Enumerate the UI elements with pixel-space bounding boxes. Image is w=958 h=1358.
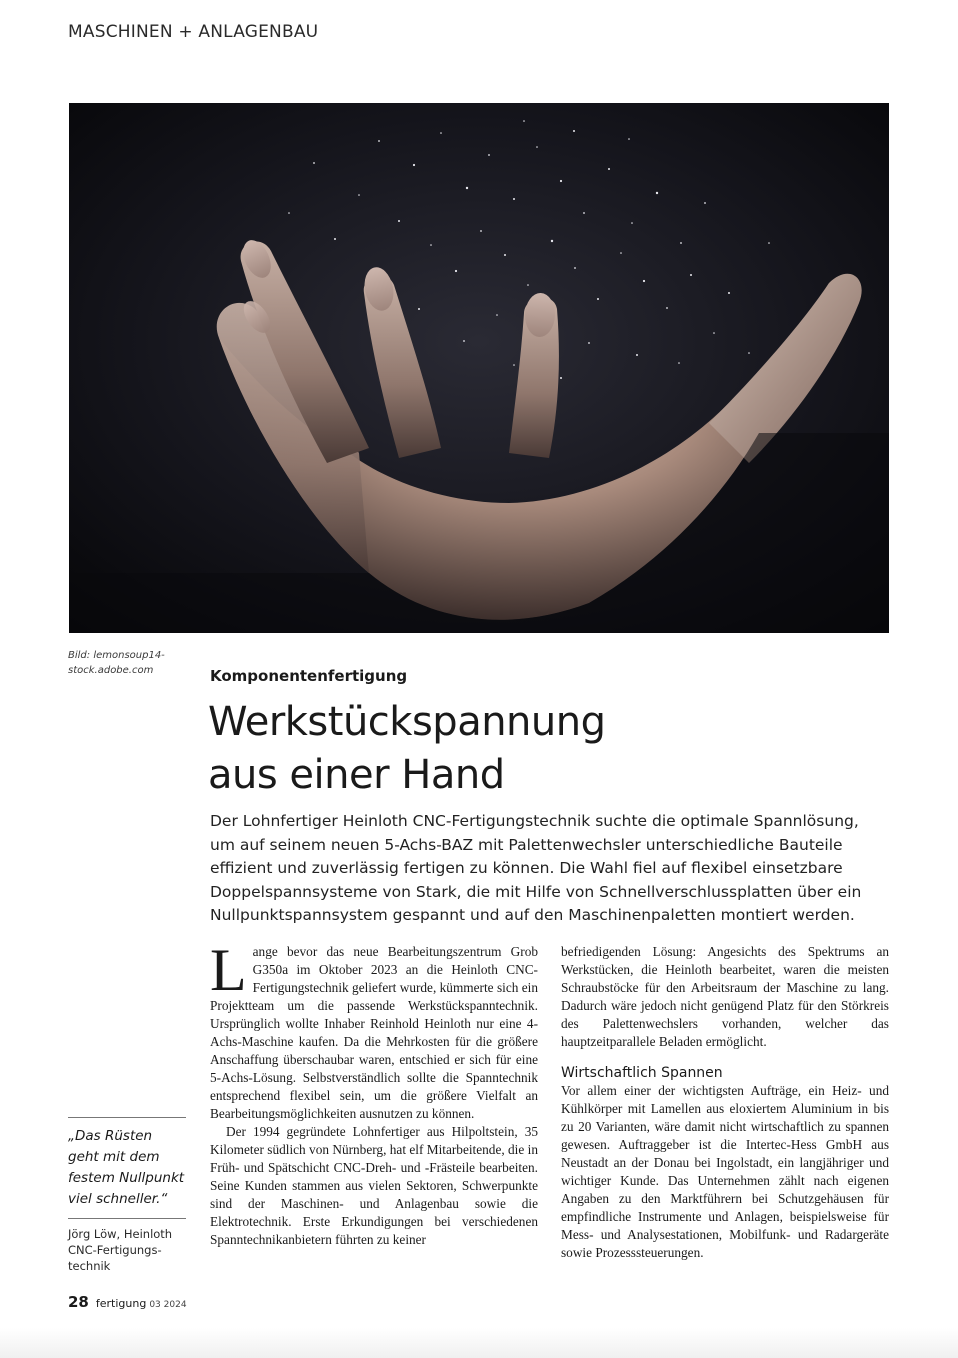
lead-line: Nullpunktspannsystem gespannt und auf den Maschinenpaletten montiert werden. [210, 906, 855, 924]
hero-image [69, 103, 889, 633]
lead-line: Doppelspannsysteme von Stark, die mit Hilfe von Schnellverschlussplatten über ein [210, 882, 862, 901]
lead-line: um auf seinem neuen 5-Achs-BAZ mit Palettenwechsler unterschiedliche Bauteile [210, 835, 843, 854]
headline-line: Werkstückspannung [208, 699, 606, 745]
drop-cap: L [210, 937, 247, 1003]
subheading: Wirtschaftlich Spannen [561, 1065, 723, 1081]
divider [68, 1218, 186, 1219]
pull-quote [68, 1117, 186, 1274]
pull-quote-text: „Das Rüsten geht mit dem festem Nullpunkt viel schneller.“ [68, 1128, 185, 1207]
section-title: MASCHINEN + ANLAGENBAU [68, 22, 319, 42]
paragraph-text: ange bevor das neue Bearbeitungszentrum Grob G350a im Oktober 2023 an die Heinloth CNC-Fertigungstechnik geliefert wurde, kümmerte sich ein Projektteam um die passende Werkstückspanntechnik. Ursprünglich wollte Inhaber Reinhold Heinloth nur eine 4-Achs-Maschine kaufen. Da die Mehrkosten für die größere Anschaffung überschaubar waren, entschied er sich für eine 5-Achs-Lösung. Selbstverständlich sollte die Spanntechnik entsprechend flexibel sein, um die größere Vielfalt an Bearbeitungsmöglichkeiten ausnutzen zu können. [210, 944, 538, 1121]
photo-credit: Bild: lemonsoup14-stock.adobe.com [68, 650, 165, 676]
issue-number: 03 2024 [149, 1300, 187, 1310]
article-headline [208, 696, 606, 802]
body-column-right [561, 943, 889, 1262]
article-kicker: Komponentenfertigung [210, 667, 408, 685]
article-lead [210, 810, 882, 928]
magazine-name: fertigung [95, 1297, 147, 1310]
body-paragraph: befriedigenden Lösung: Angesichts des Spektrums an Werkstücken, die Heinloth bearbeitet, waren die meisten Schraubstöcke für den Arbeitsraum der Maschine zu lang. Dadurch wäre jedoch nicht genügend Platz für den Störkreis des Palettenwechslers vorhanden, welcher das hauptzeitparallele Beladen ermöglicht. [561, 944, 889, 1049]
body-paragraph [210, 937, 538, 1123]
lead-line: effizient und zuverlässig fertigen zu können. Die Wahl fiel auf flexibel einsetzbare [210, 859, 843, 877]
divider [68, 1117, 186, 1118]
page-footer [68, 1292, 187, 1311]
page-number: 28 [68, 1293, 89, 1311]
body-paragraph: Der 1994 gegründete Lohnfertiger aus Hilpoltstein, 35 Kilometer südlich von Nürnberg, hat elf Mitarbeitende, die in Früh- und Spätschicht CNC-Dreh- und -Frästeile bearbeiten. Seine Kunden stammen aus vielen Sektoren, Schwerpunkte sind der Maschinen- und Anlagenbau sowie die Elektrotechnik. Erste Erkundigungen bei verschiedenen Spanntechnikanbietern führten zu keiner [210, 1124, 538, 1247]
body-paragraph: Vor allem einer der wichtigsten Aufträge, ein Heiz- und Kühlkörper mit Lamellen aus eloxiertem Aluminium in bis zu 20 Varianten, wäre damit nicht wirtschaftlich zu spannen gewesen. Auftraggeber ist die Intertec-Hess GmbH aus Neustadt an der Donau bei Ingolstadt, ein langjähriger und wichtiger Kunde. Das Unternehmen zählt nach eigenen Angaben zu den Marktführern bei Schutzgehäusen für empfindliche Instrumente und Anlagen, beispielsweise für Mess- und Analysestationen, Mobilfunk- und Radargeräte sowie Prozesssteuerungen. [561, 1083, 889, 1260]
pull-quote-attribution: Jörg Löw, Heinloth CNC-Fertigungs-technik [68, 1227, 173, 1273]
hand-illustration [69, 103, 889, 633]
page-edge [0, 1328, 958, 1358]
lead-line: Der Lohnfertiger Heinloth CNC-Fertigungstechnik suchte die optimale Spannlösung, [210, 812, 859, 830]
body-column-left [210, 937, 538, 1249]
headline-line: aus einer Hand [208, 752, 505, 798]
